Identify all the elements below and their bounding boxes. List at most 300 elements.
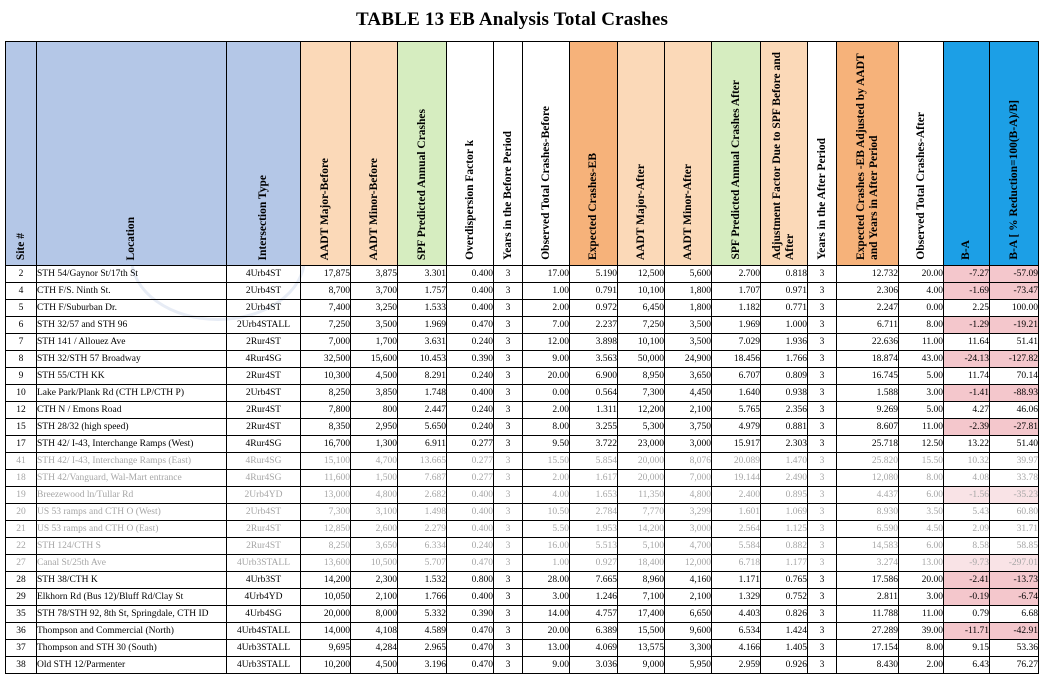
table-cell: 3.274 xyxy=(837,555,899,572)
table-cell: 1.246 xyxy=(570,589,618,606)
table-cell: 5.584 xyxy=(712,538,761,555)
table-cell: 3 xyxy=(494,657,523,674)
table-cell: 20,000 xyxy=(618,453,665,470)
table-cell: 6.711 xyxy=(837,317,899,334)
table-cell: 6.718 xyxy=(712,555,761,572)
table-cell: STH 124/CTH S xyxy=(37,538,227,555)
table-cell: 17,400 xyxy=(618,606,665,623)
table-cell: 2,950 xyxy=(351,419,398,436)
table-cell: 20,000 xyxy=(301,606,351,623)
column-header-label: SPF Predicted Annual Crashes After xyxy=(729,80,742,260)
table-cell: 7 xyxy=(6,334,37,351)
table-cell: 3 xyxy=(494,317,523,334)
column-header-label: Location xyxy=(125,216,137,260)
column-header xyxy=(301,42,351,266)
table-row xyxy=(6,572,1039,589)
table-cell: 3 xyxy=(808,538,837,555)
table-cell: 5.707 xyxy=(398,555,447,572)
table-row xyxy=(6,436,1039,453)
table-cell: 0.771 xyxy=(761,300,808,317)
table-cell: 5.50 xyxy=(523,521,570,538)
table-cell: 2.306 xyxy=(837,283,899,300)
column-header-label: B-A [ % Reduction=100(B-A)/B] xyxy=(1007,100,1020,260)
table-cell: 13,600 xyxy=(301,555,351,572)
table-cell: 3 xyxy=(808,436,837,453)
table-cell: 13,575 xyxy=(618,640,665,657)
table-cell: STH 42/Vanguard, Wal-Mart entrance xyxy=(37,470,227,487)
table-cell: 3 xyxy=(494,504,523,521)
column-header xyxy=(665,42,712,266)
table-cell: -1.29 xyxy=(944,317,990,334)
table-cell: 1.311 xyxy=(570,402,618,419)
table-cell: 1.936 xyxy=(761,334,808,351)
table-cell: 10,200 xyxy=(301,657,351,674)
table-cell: 60.80 xyxy=(990,504,1039,521)
column-header-label: Expected Crashes -EB Adjusted by AADT and Years in After Period xyxy=(854,53,880,260)
table-cell: 19 xyxy=(6,487,37,504)
column-header xyxy=(494,42,523,266)
table-cell: STH 32/57 and STH 96 xyxy=(37,317,227,334)
column-header xyxy=(808,42,837,266)
table-cell: 0.400 xyxy=(447,521,494,538)
table-cell: 23,000 xyxy=(618,436,665,453)
table-cell: 22.636 xyxy=(837,334,899,351)
table-cell: 7,400 xyxy=(301,300,351,317)
table-cell: 3 xyxy=(494,470,523,487)
table-cell: 4,800 xyxy=(351,487,398,504)
table-cell: 3,100 xyxy=(351,504,398,521)
table-cell: 2.784 xyxy=(570,504,618,521)
table-cell: 3 xyxy=(808,300,837,317)
table-cell: -11.71 xyxy=(944,623,990,640)
table-cell: -1.56 xyxy=(944,487,990,504)
table-cell: 9,000 xyxy=(618,657,665,674)
table-cell: 10,500 xyxy=(351,555,398,572)
column-header-label: Intersection Type xyxy=(257,174,269,260)
table-cell: 5.513 xyxy=(570,538,618,555)
table-cell: 3.722 xyxy=(570,436,618,453)
table-cell: 1,500 xyxy=(351,470,398,487)
table-cell: 0.390 xyxy=(447,351,494,368)
table-cell: 50,000 xyxy=(618,351,665,368)
table-row xyxy=(6,334,1039,351)
table-cell: 2.959 xyxy=(712,657,761,674)
table-cell: 3 xyxy=(494,453,523,470)
table-cell: 76.27 xyxy=(990,657,1039,674)
table-cell: 0.00 xyxy=(899,300,944,317)
table-cell: 12,000 xyxy=(665,555,712,572)
table-row xyxy=(6,538,1039,555)
column-header xyxy=(351,42,398,266)
table-cell: 7,000 xyxy=(301,334,351,351)
table-cell: 15,600 xyxy=(351,351,398,368)
table-cell: 3 xyxy=(494,487,523,504)
table-cell: 9 xyxy=(6,368,37,385)
table-cell: 28 xyxy=(6,572,37,589)
table-cell: 1.069 xyxy=(761,504,808,521)
table-cell: 3.301 xyxy=(398,266,447,283)
table-cell: 3,299 xyxy=(665,504,712,521)
table-cell: 4.589 xyxy=(398,623,447,640)
column-header-label: Years in the Before Period xyxy=(501,131,514,260)
table-cell: 3 xyxy=(808,402,837,419)
table-cell: 9,600 xyxy=(665,623,712,640)
table-cell: STH 28/32 (high speed) xyxy=(37,419,227,436)
table-cell: 7.665 xyxy=(570,572,618,589)
table-cell: -0.19 xyxy=(944,589,990,606)
table-cell: 0.240 xyxy=(447,419,494,436)
table-cell: 0.277 xyxy=(447,453,494,470)
table-cell: 14,200 xyxy=(301,572,351,589)
table-cell: -24.13 xyxy=(944,351,990,368)
table-cell: 20.089 xyxy=(712,453,761,470)
table-cell: 15.917 xyxy=(712,436,761,453)
table-cell: 0.881 xyxy=(761,419,808,436)
table-cell: 7,770 xyxy=(618,504,665,521)
table-cell: 0.800 xyxy=(447,572,494,589)
table-cell: 4Rur4SG xyxy=(227,351,301,368)
table-cell: 2Urb4ST xyxy=(227,504,301,521)
table-cell: Old STH 12/Parmenter xyxy=(37,657,227,674)
table-cell: 0.400 xyxy=(447,266,494,283)
table-cell: 10,100 xyxy=(618,283,665,300)
table-cell: 0.400 xyxy=(447,504,494,521)
table-cell: 6.00 xyxy=(899,538,944,555)
column-header-label: AADT Major-Before xyxy=(319,157,331,260)
table-row xyxy=(6,640,1039,657)
table-cell: 53.36 xyxy=(990,640,1039,657)
table-cell: 3,500 xyxy=(665,334,712,351)
table-cell: 11.00 xyxy=(899,334,944,351)
table-cell: 3 xyxy=(808,317,837,334)
table-cell: Breezewood ln/Tullar Rd xyxy=(37,487,227,504)
table-cell: 3 xyxy=(494,351,523,368)
table-row xyxy=(6,623,1039,640)
table-cell: 3 xyxy=(808,555,837,572)
table-cell: 3,000 xyxy=(665,436,712,453)
table-cell: 4.00 xyxy=(523,487,570,504)
table-cell: STH 38/CTH K xyxy=(37,572,227,589)
table-row xyxy=(6,521,1039,538)
table-cell: 3 xyxy=(494,555,523,572)
table-cell: 1.000 xyxy=(761,317,808,334)
table-cell: 3 xyxy=(808,504,837,521)
table-cell: 24,900 xyxy=(665,351,712,368)
table-cell: 18,400 xyxy=(618,555,665,572)
table-cell: 2Urb4ST xyxy=(227,300,301,317)
table-cell: 3.00 xyxy=(899,589,944,606)
table-cell: 3 xyxy=(494,385,523,402)
table-cell: 6,650 xyxy=(665,606,712,623)
table-row xyxy=(6,504,1039,521)
table-cell: 1.533 xyxy=(398,300,447,317)
table-cell: Elkhorn Rd (Bus 12)/Bluff Rd/Clay St xyxy=(37,589,227,606)
table-cell: 32,500 xyxy=(301,351,351,368)
table-cell: 2Rur4ST xyxy=(227,521,301,538)
table-cell: 2.25 xyxy=(944,300,990,317)
table-cell: 3 xyxy=(494,266,523,283)
table-body xyxy=(6,266,1039,674)
table-cell: 6.590 xyxy=(837,521,899,538)
column-header xyxy=(227,42,301,266)
table-cell: Canal St/25th Ave xyxy=(37,555,227,572)
table-row xyxy=(6,385,1039,402)
table-cell: 0.564 xyxy=(570,385,618,402)
table-cell: 1.653 xyxy=(570,487,618,504)
table-cell: 5.43 xyxy=(944,504,990,521)
table-cell: 8 xyxy=(6,351,37,368)
table-cell: 4Rur4SG xyxy=(227,470,301,487)
table-cell: 100.00 xyxy=(990,300,1039,317)
table-cell: Thompson and STH 30 (South) xyxy=(37,640,227,657)
table-cell: 11.74 xyxy=(944,368,990,385)
column-header xyxy=(837,42,899,266)
table-cell: 8.00 xyxy=(899,640,944,657)
column-header-label: AADT Major-After xyxy=(634,163,647,260)
table-cell: 3 xyxy=(808,351,837,368)
table-cell: 0.470 xyxy=(447,640,494,657)
table-cell: 3.036 xyxy=(570,657,618,674)
table-cell: 0.240 xyxy=(447,368,494,385)
table-cell: 10.453 xyxy=(398,351,447,368)
column-header xyxy=(944,42,990,266)
column-header-label: Expected Crashes-EB xyxy=(587,152,599,260)
table-cell: 17.154 xyxy=(837,640,899,657)
table-cell: 4,450 xyxy=(665,385,712,402)
table-cell: 0.400 xyxy=(447,283,494,300)
table-cell: 20 xyxy=(6,504,37,521)
table-row xyxy=(6,317,1039,334)
table-cell: -1.69 xyxy=(944,283,990,300)
table-cell: 6.389 xyxy=(570,623,618,640)
table-cell: US 53 ramps and CTH O (East) xyxy=(37,521,227,538)
table-cell: 2.490 xyxy=(761,470,808,487)
table-cell: -27.81 xyxy=(990,419,1039,436)
table-cell: 7.00 xyxy=(523,317,570,334)
table-cell: 1.707 xyxy=(712,283,761,300)
table-cell: 27.289 xyxy=(837,623,899,640)
table-cell: 8.58 xyxy=(944,538,990,555)
table-cell: 4Urb3STALL xyxy=(227,657,301,674)
table-cell: 3 xyxy=(808,453,837,470)
table-cell: 4,284 xyxy=(351,640,398,657)
table-cell: 4Rur4SG xyxy=(227,436,301,453)
table-cell: Lake Park/Plank Rd (CTH LP/CTH P) xyxy=(37,385,227,402)
table-cell: 3 xyxy=(494,538,523,555)
table-cell: 4Urb3STALL xyxy=(227,640,301,657)
table-cell: 1.424 xyxy=(761,623,808,640)
table-cell: 4.403 xyxy=(712,606,761,623)
table-cell: 3 xyxy=(808,385,837,402)
table-cell: 2Rur4ST xyxy=(227,538,301,555)
table-cell: 2.700 xyxy=(712,266,761,283)
table-cell: 14,583 xyxy=(837,538,899,555)
table-cell: 2.356 xyxy=(761,402,808,419)
table-cell: 3 xyxy=(808,623,837,640)
table-cell: -13.73 xyxy=(990,572,1039,589)
table-cell: 4.00 xyxy=(899,283,944,300)
table-cell: 0.00 xyxy=(523,385,570,402)
table-cell: 0.470 xyxy=(447,555,494,572)
table-cell: 0.826 xyxy=(761,606,808,623)
table-cell: 1,800 xyxy=(665,283,712,300)
table-cell: 9.15 xyxy=(944,640,990,657)
table-cell: 0.400 xyxy=(447,385,494,402)
table-cell: 3 xyxy=(494,640,523,657)
table-cell: 12,080 xyxy=(837,470,899,487)
table-cell: 15.50 xyxy=(899,453,944,470)
table-cell: 6.68 xyxy=(990,606,1039,623)
table-cell: 6.911 xyxy=(398,436,447,453)
table-cell: 3,650 xyxy=(351,538,398,555)
table-cell: 2.965 xyxy=(398,640,447,657)
table-cell: 18.456 xyxy=(712,351,761,368)
table-cell: 3 xyxy=(494,368,523,385)
column-header xyxy=(37,42,227,266)
table-cell: 2.279 xyxy=(398,521,447,538)
table-cell: 27 xyxy=(6,555,37,572)
table-cell: 1.640 xyxy=(712,385,761,402)
table-cell: 3,650 xyxy=(665,368,712,385)
table-cell: 11.00 xyxy=(899,419,944,436)
table-row xyxy=(6,300,1039,317)
table-cell: 7,300 xyxy=(618,385,665,402)
column-header-label: Overdispersion Factor k xyxy=(463,140,476,260)
table-row xyxy=(6,266,1039,283)
table-row xyxy=(6,419,1039,436)
table-cell: 8,960 xyxy=(618,572,665,589)
table-cell: 8,076 xyxy=(665,453,712,470)
table-cell: 0.882 xyxy=(761,538,808,555)
table-cell: 70.14 xyxy=(990,368,1039,385)
table-cell: 1.498 xyxy=(398,504,447,521)
table-cell: 15,100 xyxy=(301,453,351,470)
table-cell: 22 xyxy=(6,538,37,555)
table-row xyxy=(6,283,1039,300)
table-cell: 4Urb3STALL xyxy=(227,555,301,572)
table-cell: 39.00 xyxy=(899,623,944,640)
table-cell: 1.617 xyxy=(570,470,618,487)
table-cell: 5,100 xyxy=(618,538,665,555)
table-cell: 0.926 xyxy=(761,657,808,674)
table-cell: 4Urb4SG xyxy=(227,606,301,623)
table-cell: 11.00 xyxy=(899,606,944,623)
table-cell: 15,500 xyxy=(618,623,665,640)
column-header xyxy=(398,42,447,266)
table-cell: 3 xyxy=(494,419,523,436)
table-cell: 0.240 xyxy=(447,334,494,351)
table-cell: 1.953 xyxy=(570,521,618,538)
table-cell: 1,700 xyxy=(351,334,398,351)
table-cell: STH 55/CTH KK xyxy=(37,368,227,385)
table-cell: -9.73 xyxy=(944,555,990,572)
table-cell: 0.938 xyxy=(761,385,808,402)
table-cell: 2,300 xyxy=(351,572,398,589)
table-cell: 6.534 xyxy=(712,623,761,640)
table-row xyxy=(6,368,1039,385)
table-cell: 3 xyxy=(494,334,523,351)
table-cell: 2,600 xyxy=(351,521,398,538)
column-header xyxy=(570,42,618,266)
table-cell: 3 xyxy=(494,300,523,317)
table-cell: 8.00 xyxy=(899,470,944,487)
column-header-label: B-A xyxy=(960,240,972,260)
table-cell: 0.765 xyxy=(761,572,808,589)
table-cell: 18 xyxy=(6,470,37,487)
table-cell: 0.972 xyxy=(570,300,618,317)
table-cell: 1.00 xyxy=(523,283,570,300)
table-cell: 11.64 xyxy=(944,334,990,351)
table-cell: 2 xyxy=(6,266,37,283)
table-cell: 2.303 xyxy=(761,436,808,453)
table-cell: 13,000 xyxy=(301,487,351,504)
table-cell: 13.00 xyxy=(523,640,570,657)
table-cell: 13.22 xyxy=(944,436,990,453)
table-cell: 3 xyxy=(808,334,837,351)
table-cell: 16.00 xyxy=(523,538,570,555)
table-cell: 8.00 xyxy=(899,317,944,334)
table-cell: 4 xyxy=(6,283,37,300)
table-cell: STH 78/STH 92, 8th St, Springdale, CTH ID xyxy=(37,606,227,623)
table-cell: 4,700 xyxy=(665,538,712,555)
table-cell: 16,700 xyxy=(301,436,351,453)
table-cell: 17 xyxy=(6,436,37,453)
table-cell: 0.791 xyxy=(570,283,618,300)
table-cell: 2.00 xyxy=(523,470,570,487)
table-cell: -73.47 xyxy=(990,283,1039,300)
table-cell: 14,200 xyxy=(618,521,665,538)
table-cell: 31.71 xyxy=(990,521,1039,538)
table-cell: 1.969 xyxy=(712,317,761,334)
table-cell: -7.27 xyxy=(944,266,990,283)
table-cell: 3,850 xyxy=(351,385,398,402)
table-cell: 20,000 xyxy=(618,470,665,487)
table-cell: 2.247 xyxy=(837,300,899,317)
table-cell: 5,950 xyxy=(665,657,712,674)
table-cell: US 53 ramps and CTH O (West) xyxy=(37,504,227,521)
table-cell: 2,100 xyxy=(665,402,712,419)
table-cell: 7,250 xyxy=(618,317,665,334)
table-cell: 0.470 xyxy=(447,317,494,334)
table-cell: 15.50 xyxy=(523,453,570,470)
column-header-label: Site # xyxy=(14,232,27,260)
table-cell: 2.00 xyxy=(523,300,570,317)
table-row xyxy=(6,555,1039,572)
table-cell: CTH F/S. Ninth St. xyxy=(37,283,227,300)
table-cell: 7,000 xyxy=(665,470,712,487)
table-cell: 8.00 xyxy=(523,419,570,436)
table-cell: 7.029 xyxy=(712,334,761,351)
table-cell: STH 32/STH 57 Broadway xyxy=(37,351,227,368)
table-cell: 0.240 xyxy=(447,402,494,419)
table-cell: -42.91 xyxy=(990,623,1039,640)
table-cell: 4Urb4STALL xyxy=(227,623,301,640)
table-cell: 3 xyxy=(494,606,523,623)
table-cell: 10,050 xyxy=(301,589,351,606)
table-cell: 8.430 xyxy=(837,657,899,674)
table-cell: 3 xyxy=(494,402,523,419)
table-cell: 2Rur4ST xyxy=(227,368,301,385)
table-cell: 5.650 xyxy=(398,419,447,436)
table-cell: 20.00 xyxy=(899,572,944,589)
table-cell: 7,250 xyxy=(301,317,351,334)
column-header xyxy=(523,42,570,266)
table-cell: 3 xyxy=(808,266,837,283)
table-cell: -1.41 xyxy=(944,385,990,402)
table-cell: 1.766 xyxy=(398,589,447,606)
table-cell: 2Rur4ST xyxy=(227,402,301,419)
table-row xyxy=(6,589,1039,606)
